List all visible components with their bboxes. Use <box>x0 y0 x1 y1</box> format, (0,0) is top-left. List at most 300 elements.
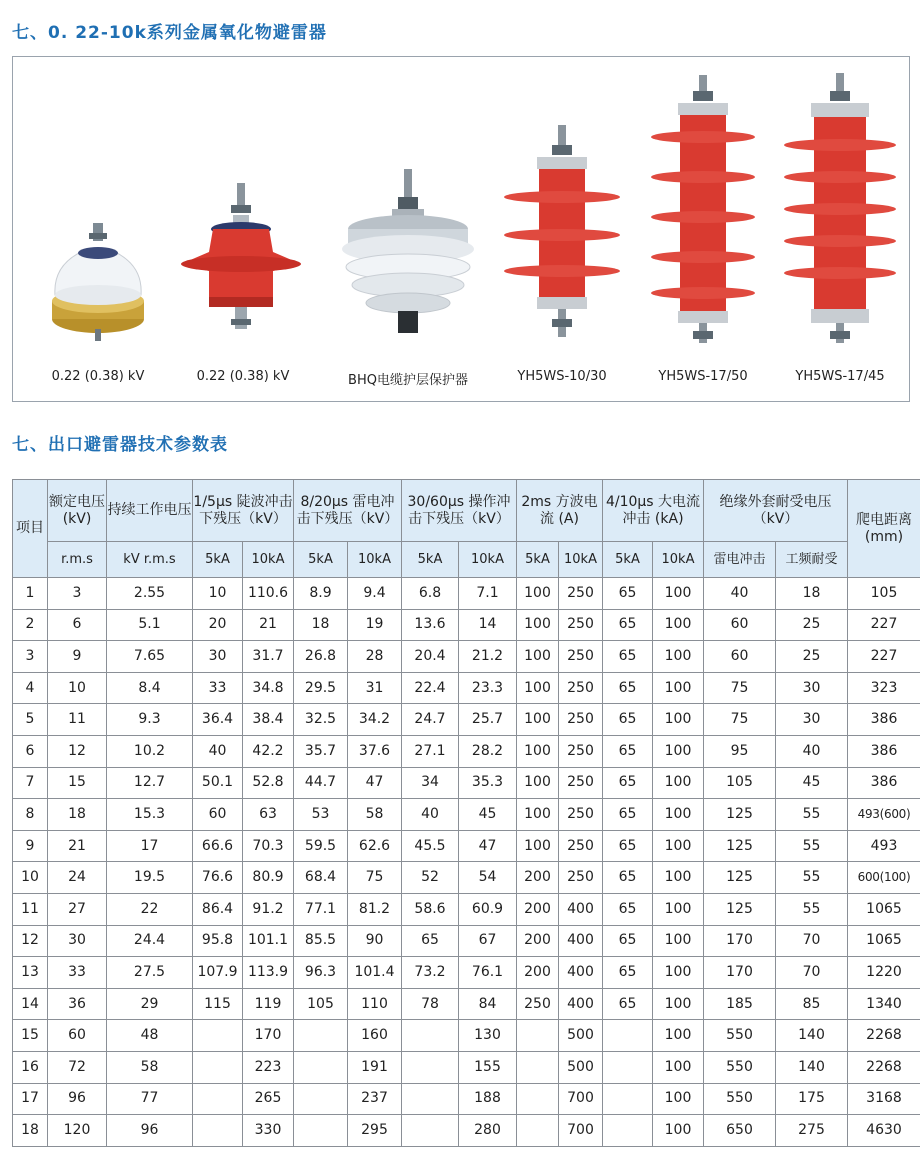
cell-lightning-withstand: 170 <box>704 925 776 957</box>
cell-highcurrent-10ka: 100 <box>653 988 704 1020</box>
cell-steep-10ka: 31.7 <box>243 641 294 673</box>
cell-switching-5ka: 78 <box>402 988 459 1020</box>
cell-square-5ka <box>517 1083 559 1115</box>
cell-steep-10ka: 101.1 <box>243 925 294 957</box>
cell-lightning-5ka: 85.5 <box>294 925 348 957</box>
cell-lightning-withstand: 125 <box>704 830 776 862</box>
cell-power-frequency-withstand: 25 <box>776 609 848 641</box>
header-square-wave: 2ms 方波电流 (A) <box>517 480 603 542</box>
cell-switching-5ka: 58.6 <box>402 893 459 925</box>
cell-creepage-distance: 3168 <box>848 1083 920 1115</box>
cell-continuous-voltage: 17 <box>107 830 193 862</box>
cell-lightning-withstand: 125 <box>704 893 776 925</box>
cell-square-5ka: 250 <box>517 988 559 1020</box>
cell-item-no: 17 <box>13 1083 48 1115</box>
header-steep-residual: 1/5μs 陡波冲击下残压（kV） <box>193 480 294 542</box>
cell-item-no: 6 <box>13 735 48 767</box>
cell-highcurrent-10ka: 100 <box>653 641 704 673</box>
cell-lightning-10ka: 58 <box>348 799 402 831</box>
table-row <box>13 799 920 831</box>
cell-square-10ka: 250 <box>559 609 603 641</box>
cell-steep-5ka <box>193 1083 243 1115</box>
cell-steep-10ka: 70.3 <box>243 830 294 862</box>
arrester-0-22kv-white-image <box>33 57 163 357</box>
cell-rated-voltage: 120 <box>48 1115 107 1147</box>
cell-switching-10ka: 67 <box>459 925 517 957</box>
subheader-5ka: 5kA <box>402 542 459 578</box>
cell-steep-10ka: 63 <box>243 799 294 831</box>
cell-creepage-distance: 227 <box>848 641 920 673</box>
section-title-products: 七、0. 22-10k系列金属氧化物避雷器 <box>12 23 327 43</box>
cell-rated-voltage: 12 <box>48 735 107 767</box>
cell-item-no: 2 <box>13 609 48 641</box>
cell-lightning-withstand: 125 <box>704 862 776 894</box>
cell-highcurrent-10ka: 100 <box>653 1115 704 1147</box>
cell-power-frequency-withstand: 55 <box>776 893 848 925</box>
cell-item-no: 12 <box>13 925 48 957</box>
cell-lightning-10ka: 295 <box>348 1115 402 1147</box>
cell-lightning-withstand: 105 <box>704 767 776 799</box>
product-caption: 0.22 (0.38) kV <box>196 369 290 384</box>
cell-continuous-voltage: 2.55 <box>107 578 193 610</box>
cell-continuous-voltage: 48 <box>107 1020 193 1052</box>
table-row <box>13 609 920 641</box>
cell-switching-10ka: 23.3 <box>459 672 517 704</box>
subheader-5ka: 5kA <box>193 542 243 578</box>
header-item: 项目 <box>13 480 48 578</box>
cell-switching-5ka: 24.7 <box>402 704 459 736</box>
cell-square-10ka: 250 <box>559 704 603 736</box>
subheader-rms: r.m.s <box>48 542 107 578</box>
cell-lightning-10ka: 34.2 <box>348 704 402 736</box>
section-title-table: 七、出口避雷器技术参数表 <box>12 435 228 455</box>
cell-switching-5ka: 52 <box>402 862 459 894</box>
subheader-kv-rms: kV r.m.s <box>107 542 193 578</box>
product-item <box>638 57 768 403</box>
cell-creepage-distance: 493(600) <box>848 799 920 831</box>
cell-lightning-withstand: 95 <box>704 735 776 767</box>
cell-lightning-10ka: 237 <box>348 1083 402 1115</box>
cell-rated-voltage: 36 <box>48 988 107 1020</box>
product-item <box>775 57 905 403</box>
table-row <box>13 1115 920 1147</box>
cell-highcurrent-10ka: 100 <box>653 672 704 704</box>
cell-power-frequency-withstand: 70 <box>776 925 848 957</box>
cell-switching-10ka: 7.1 <box>459 578 517 610</box>
cell-power-frequency-withstand: 45 <box>776 767 848 799</box>
cell-steep-5ka <box>193 1020 243 1052</box>
cell-creepage-distance: 105 <box>848 578 920 610</box>
cell-item-no: 7 <box>13 767 48 799</box>
cell-square-10ka: 700 <box>559 1083 603 1115</box>
cell-highcurrent-5ka <box>603 1051 653 1083</box>
cell-power-frequency-withstand: 40 <box>776 735 848 767</box>
cell-square-5ka: 100 <box>517 704 559 736</box>
cell-lightning-withstand: 40 <box>704 578 776 610</box>
table-row <box>13 735 920 767</box>
cell-creepage-distance: 1065 <box>848 893 920 925</box>
cell-square-5ka: 100 <box>517 641 559 673</box>
cell-switching-5ka: 73.2 <box>402 957 459 989</box>
cell-lightning-withstand: 550 <box>704 1051 776 1083</box>
cell-rated-voltage: 72 <box>48 1051 107 1083</box>
cell-lightning-10ka: 19 <box>348 609 402 641</box>
cell-continuous-voltage: 12.7 <box>107 767 193 799</box>
cell-lightning-5ka: 29.5 <box>294 672 348 704</box>
cell-continuous-voltage: 15.3 <box>107 799 193 831</box>
cell-switching-5ka: 13.6 <box>402 609 459 641</box>
cell-lightning-10ka: 101.4 <box>348 957 402 989</box>
cell-creepage-distance: 1220 <box>848 957 920 989</box>
product-caption: YH5WS-10/30 <box>517 369 607 384</box>
header-continuous-voltage: 持续工作电压 <box>107 480 193 542</box>
cell-steep-10ka: 223 <box>243 1051 294 1083</box>
cell-steep-5ka: 95.8 <box>193 925 243 957</box>
cell-item-no: 8 <box>13 799 48 831</box>
cell-highcurrent-5ka: 65 <box>603 578 653 610</box>
cell-steep-5ka: 36.4 <box>193 704 243 736</box>
cell-power-frequency-withstand: 55 <box>776 830 848 862</box>
cell-highcurrent-10ka: 100 <box>653 830 704 862</box>
header-lightning-residual: 8/20μs 雷电冲击下残压（kV） <box>294 480 402 542</box>
cell-steep-5ka: 107.9 <box>193 957 243 989</box>
cell-item-no: 4 <box>13 672 48 704</box>
cell-square-5ka <box>517 1020 559 1052</box>
cell-square-5ka: 200 <box>517 957 559 989</box>
cell-creepage-distance: 323 <box>848 672 920 704</box>
cell-switching-10ka: 35.3 <box>459 767 517 799</box>
cell-highcurrent-5ka <box>603 1020 653 1052</box>
cell-creepage-distance: 227 <box>848 609 920 641</box>
cell-item-no: 5 <box>13 704 48 736</box>
cell-lightning-10ka: 75 <box>348 862 402 894</box>
cell-switching-10ka: 76.1 <box>459 957 517 989</box>
yh5ws-10-30-image <box>497 57 627 357</box>
cell-square-5ka <box>517 1115 559 1147</box>
cell-rated-voltage: 15 <box>48 767 107 799</box>
cell-highcurrent-10ka: 100 <box>653 893 704 925</box>
cell-highcurrent-10ka: 100 <box>653 862 704 894</box>
cell-lightning-5ka: 8.9 <box>294 578 348 610</box>
cell-lightning-5ka: 26.8 <box>294 641 348 673</box>
cell-highcurrent-5ka <box>603 1083 653 1115</box>
cell-switching-10ka: 47 <box>459 830 517 862</box>
cell-power-frequency-withstand: 175 <box>776 1083 848 1115</box>
table-row <box>13 830 920 862</box>
cell-square-5ka: 100 <box>517 767 559 799</box>
cell-item-no: 15 <box>13 1020 48 1052</box>
cell-creepage-distance: 386 <box>848 767 920 799</box>
table-row <box>13 1083 920 1115</box>
cell-lightning-5ka: 53 <box>294 799 348 831</box>
cell-lightning-5ka: 105 <box>294 988 348 1020</box>
cell-continuous-voltage: 29 <box>107 988 193 1020</box>
cell-switching-5ka <box>402 1115 459 1147</box>
subheader-5ka: 5kA <box>603 542 653 578</box>
cell-lightning-10ka: 9.4 <box>348 578 402 610</box>
cell-square-5ka: 100 <box>517 830 559 862</box>
cell-square-10ka: 250 <box>559 799 603 831</box>
cell-creepage-distance: 493 <box>848 830 920 862</box>
cell-steep-5ka: 66.6 <box>193 830 243 862</box>
cell-switching-5ka: 22.4 <box>402 672 459 704</box>
cell-switching-10ka: 25.7 <box>459 704 517 736</box>
subheader-lightning-impulse: 雷电冲击 <box>704 542 776 578</box>
cell-square-10ka: 500 <box>559 1020 603 1052</box>
cell-continuous-voltage: 77 <box>107 1083 193 1115</box>
cell-switching-5ka: 6.8 <box>402 578 459 610</box>
cell-steep-10ka: 52.8 <box>243 767 294 799</box>
table-row <box>13 641 920 673</box>
table-row <box>13 988 920 1020</box>
product-item <box>497 57 627 403</box>
table-row <box>13 893 920 925</box>
cell-power-frequency-withstand: 70 <box>776 957 848 989</box>
cell-lightning-10ka: 28 <box>348 641 402 673</box>
cell-creepage-distance: 386 <box>848 735 920 767</box>
cell-highcurrent-5ka: 65 <box>603 799 653 831</box>
cell-highcurrent-10ka: 100 <box>653 1051 704 1083</box>
cell-power-frequency-withstand: 30 <box>776 704 848 736</box>
cell-steep-10ka: 34.8 <box>243 672 294 704</box>
cell-lightning-10ka: 37.6 <box>348 735 402 767</box>
cell-steep-10ka: 119 <box>243 988 294 1020</box>
table-row <box>13 957 920 989</box>
cell-lightning-5ka <box>294 1115 348 1147</box>
cell-lightning-withstand: 170 <box>704 957 776 989</box>
cell-square-5ka: 200 <box>517 893 559 925</box>
cell-steep-5ka: 20 <box>193 609 243 641</box>
product-caption: YH5WS-17/45 <box>795 369 885 384</box>
cell-lightning-10ka: 62.6 <box>348 830 402 862</box>
cell-continuous-voltage: 22 <box>107 893 193 925</box>
cell-highcurrent-10ka: 100 <box>653 735 704 767</box>
cell-creepage-distance: 4630 <box>848 1115 920 1147</box>
cell-steep-10ka: 170 <box>243 1020 294 1052</box>
cell-square-10ka: 250 <box>559 735 603 767</box>
cell-square-5ka: 100 <box>517 735 559 767</box>
cell-steep-5ka: 115 <box>193 988 243 1020</box>
cell-item-no: 13 <box>13 957 48 989</box>
cell-steep-5ka: 10 <box>193 578 243 610</box>
cell-rated-voltage: 21 <box>48 830 107 862</box>
cell-highcurrent-5ka: 65 <box>603 893 653 925</box>
cell-switching-5ka: 65 <box>402 925 459 957</box>
cell-switching-10ka: 280 <box>459 1115 517 1147</box>
cell-lightning-withstand: 550 <box>704 1020 776 1052</box>
cell-creepage-distance: 600(100) <box>848 862 920 894</box>
cell-highcurrent-5ka: 65 <box>603 609 653 641</box>
cell-steep-5ka: 40 <box>193 735 243 767</box>
cell-switching-10ka: 155 <box>459 1051 517 1083</box>
cell-item-no: 14 <box>13 988 48 1020</box>
product-item <box>33 57 163 403</box>
subheader-power-frequency: 工频耐受 <box>776 542 848 578</box>
cell-rated-voltage: 27 <box>48 893 107 925</box>
cell-switching-5ka: 20.4 <box>402 641 459 673</box>
cell-continuous-voltage: 5.1 <box>107 609 193 641</box>
cell-creepage-distance: 1065 <box>848 925 920 957</box>
cell-highcurrent-5ka: 65 <box>603 767 653 799</box>
cell-steep-10ka: 38.4 <box>243 704 294 736</box>
cell-lightning-withstand: 550 <box>704 1083 776 1115</box>
cell-highcurrent-10ka: 100 <box>653 925 704 957</box>
cell-lightning-10ka: 81.2 <box>348 893 402 925</box>
subheader-10ka: 10kA <box>559 542 603 578</box>
subheader-5ka: 5kA <box>294 542 348 578</box>
table-row <box>13 672 920 704</box>
cell-lightning-withstand: 650 <box>704 1115 776 1147</box>
cell-lightning-5ka: 59.5 <box>294 830 348 862</box>
cell-lightning-withstand: 185 <box>704 988 776 1020</box>
table-body <box>13 578 920 1147</box>
cell-highcurrent-5ka: 65 <box>603 925 653 957</box>
table-row <box>13 704 920 736</box>
cell-square-5ka: 200 <box>517 925 559 957</box>
cell-highcurrent-5ka: 65 <box>603 988 653 1020</box>
cell-highcurrent-10ka: 100 <box>653 799 704 831</box>
cell-switching-10ka: 84 <box>459 988 517 1020</box>
cell-steep-5ka: 50.1 <box>193 767 243 799</box>
cell-square-10ka: 250 <box>559 641 603 673</box>
product-item <box>328 57 488 403</box>
cell-steep-10ka: 42.2 <box>243 735 294 767</box>
cell-switching-10ka: 45 <box>459 799 517 831</box>
cell-steep-10ka: 265 <box>243 1083 294 1115</box>
cell-rated-voltage: 24 <box>48 862 107 894</box>
cell-lightning-5ka: 44.7 <box>294 767 348 799</box>
cell-creepage-distance: 1340 <box>848 988 920 1020</box>
cell-highcurrent-5ka: 65 <box>603 672 653 704</box>
cell-lightning-5ka <box>294 1020 348 1052</box>
header-insulation-withstand: 绝缘外套耐受电压（kV） <box>704 480 848 542</box>
cell-continuous-voltage: 7.65 <box>107 641 193 673</box>
cell-creepage-distance: 386 <box>848 704 920 736</box>
cell-square-10ka: 400 <box>559 957 603 989</box>
cell-continuous-voltage: 9.3 <box>107 704 193 736</box>
arrester-0-22kv-red-image <box>173 57 313 357</box>
cell-continuous-voltage: 10.2 <box>107 735 193 767</box>
subheader-10ka: 10kA <box>459 542 517 578</box>
cell-highcurrent-10ka: 100 <box>653 704 704 736</box>
subheader-10ka: 10kA <box>243 542 294 578</box>
cell-rated-voltage: 9 <box>48 641 107 673</box>
cell-continuous-voltage: 58 <box>107 1051 193 1083</box>
cell-lightning-10ka: 191 <box>348 1051 402 1083</box>
cell-creepage-distance: 2268 <box>848 1051 920 1083</box>
cell-lightning-withstand: 125 <box>704 799 776 831</box>
bhq-cable-sheath-protector-image <box>328 57 488 357</box>
cell-highcurrent-10ka: 100 <box>653 767 704 799</box>
cell-switching-10ka: 188 <box>459 1083 517 1115</box>
cell-item-no: 1 <box>13 578 48 610</box>
cell-steep-10ka: 91.2 <box>243 893 294 925</box>
header-rated-voltage: 额定电压(kV) <box>48 480 107 542</box>
technical-parameter-table <box>12 479 920 1147</box>
cell-steep-5ka: 33 <box>193 672 243 704</box>
cell-continuous-voltage: 19.5 <box>107 862 193 894</box>
cell-steep-5ka: 30 <box>193 641 243 673</box>
cell-continuous-voltage: 96 <box>107 1115 193 1147</box>
cell-square-10ka: 250 <box>559 672 603 704</box>
cell-square-10ka: 400 <box>559 893 603 925</box>
cell-lightning-5ka <box>294 1083 348 1115</box>
cell-power-frequency-withstand: 18 <box>776 578 848 610</box>
cell-switching-5ka: 27.1 <box>402 735 459 767</box>
cell-rated-voltage: 18 <box>48 799 107 831</box>
cell-rated-voltage: 30 <box>48 925 107 957</box>
cell-square-5ka: 100 <box>517 609 559 641</box>
cell-power-frequency-withstand: 25 <box>776 641 848 673</box>
cell-square-10ka: 700 <box>559 1115 603 1147</box>
table-row <box>13 925 920 957</box>
cell-switching-10ka: 14 <box>459 609 517 641</box>
cell-rated-voltage: 96 <box>48 1083 107 1115</box>
cell-power-frequency-withstand: 55 <box>776 862 848 894</box>
table-row <box>13 1051 920 1083</box>
cell-steep-5ka <box>193 1115 243 1147</box>
cell-highcurrent-10ka: 100 <box>653 578 704 610</box>
cell-steep-5ka <box>193 1051 243 1083</box>
header-creepage: 爬电距离 (mm) <box>848 480 920 578</box>
product-item <box>173 57 313 403</box>
table-row <box>13 767 920 799</box>
cell-highcurrent-5ka: 65 <box>603 862 653 894</box>
table-row <box>13 1020 920 1052</box>
cell-lightning-10ka: 110 <box>348 988 402 1020</box>
cell-steep-10ka: 110.6 <box>243 578 294 610</box>
cell-lightning-withstand: 60 <box>704 609 776 641</box>
cell-square-10ka: 400 <box>559 988 603 1020</box>
cell-item-no: 16 <box>13 1051 48 1083</box>
cell-highcurrent-10ka: 100 <box>653 957 704 989</box>
cell-switching-10ka: 130 <box>459 1020 517 1052</box>
cell-lightning-10ka: 160 <box>348 1020 402 1052</box>
cell-steep-10ka: 113.9 <box>243 957 294 989</box>
cell-item-no: 3 <box>13 641 48 673</box>
yh5ws-17-50-image <box>638 57 768 357</box>
cell-switching-5ka: 34 <box>402 767 459 799</box>
cell-square-5ka: 100 <box>517 799 559 831</box>
cell-item-no: 9 <box>13 830 48 862</box>
cell-item-no: 11 <box>13 893 48 925</box>
cell-lightning-10ka: 90 <box>348 925 402 957</box>
cell-square-5ka <box>517 1051 559 1083</box>
cell-continuous-voltage: 8.4 <box>107 672 193 704</box>
cell-item-no: 10 <box>13 862 48 894</box>
product-caption: 0.22 (0.38) kV <box>51 369 145 384</box>
cell-lightning-5ka: 18 <box>294 609 348 641</box>
cell-square-10ka: 250 <box>559 578 603 610</box>
cell-highcurrent-5ka: 65 <box>603 830 653 862</box>
cell-lightning-5ka: 32.5 <box>294 704 348 736</box>
cell-power-frequency-withstand: 85 <box>776 988 848 1020</box>
cell-steep-10ka: 21 <box>243 609 294 641</box>
cell-highcurrent-10ka: 100 <box>653 1020 704 1052</box>
cell-lightning-5ka <box>294 1051 348 1083</box>
cell-highcurrent-5ka: 65 <box>603 641 653 673</box>
cell-lightning-withstand: 75 <box>704 704 776 736</box>
cell-power-frequency-withstand: 275 <box>776 1115 848 1147</box>
cell-lightning-withstand: 60 <box>704 641 776 673</box>
cell-switching-5ka <box>402 1051 459 1083</box>
subheader-10ka: 10kA <box>348 542 402 578</box>
table-row <box>13 578 920 610</box>
cell-steep-10ka: 80.9 <box>243 862 294 894</box>
cell-switching-10ka: 28.2 <box>459 735 517 767</box>
header-switching-residual: 30/60μs 操作冲击下残压（kV） <box>402 480 517 542</box>
cell-lightning-10ka: 47 <box>348 767 402 799</box>
